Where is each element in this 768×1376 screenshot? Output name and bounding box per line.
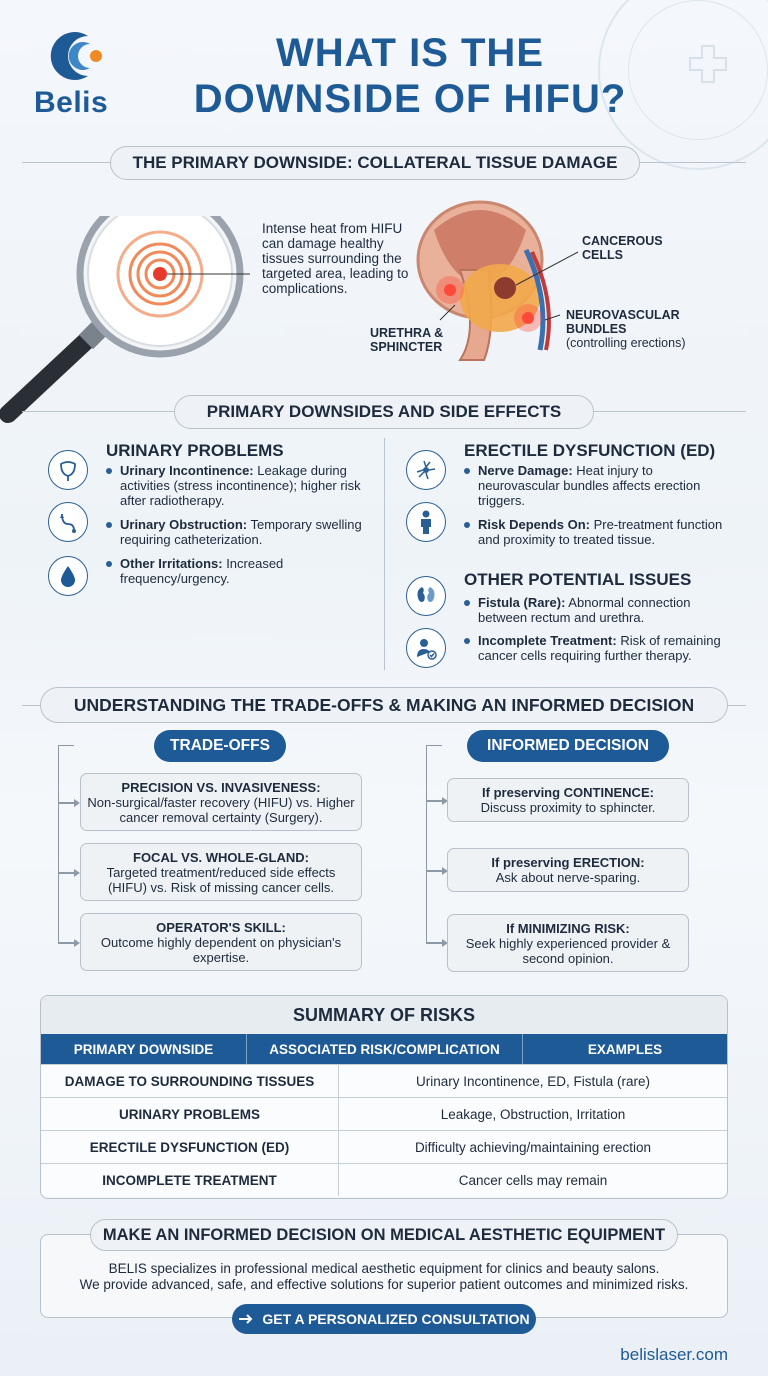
decision-card: If preserving ERECTION: Ask about nerve-sparing. xyxy=(447,848,689,892)
connector-arrow xyxy=(58,802,78,804)
cta-heading: MAKE AN INFORMED DECISION ON MEDICAL AESTHETIC EQUIPMENT xyxy=(90,1219,678,1251)
section-heading: THE PRIMARY DOWNSIDE: COLLATERAL TISSUE DAMAGE xyxy=(110,146,640,180)
medical-cross-icon xyxy=(686,42,730,86)
person-icon xyxy=(406,502,446,542)
table-row xyxy=(41,1163,727,1196)
connector-arrow xyxy=(426,800,446,802)
section-heading: UNDERSTANDING THE TRADE-OFFS & MAKING AN INFORMED DECISION xyxy=(40,687,728,723)
connector-arrow xyxy=(426,870,446,872)
consultation-button[interactable] xyxy=(232,1304,536,1334)
list-item: Other Irritations: Increased frequency/urgency. xyxy=(106,556,372,586)
nerve-icon xyxy=(406,450,446,490)
summary-table xyxy=(40,995,728,1199)
cta-description: BELIS specializes in professional medical aesthetic equipment for clinics and beauty salons. We provide advanced, safe, and effective solutions for superior patient outcomes and minimized risks. xyxy=(79,1261,689,1292)
tradeoff-card: FOCAL VS. WHOLE-GLAND: Targeted treatment/reduced side effects (HIFU) vs. Risk of missing cancer cells. xyxy=(80,843,362,901)
label-cancerous-cells: CANCEROUS CELLS xyxy=(582,234,663,262)
list-item: Risk Depends On: Pre-treatment function and proximity to treated tissue. xyxy=(464,517,736,547)
list-item: Urinary Incontinence: Leakage during activities (stress incontinence); higher risk after radiotherapy. xyxy=(106,463,372,508)
connector-arrow xyxy=(58,942,78,944)
intro-description: Intense heat from HIFU can damage healthy tissues surrounding the targeted area, leading to complications. xyxy=(262,221,409,296)
column-header: EXAMPLES xyxy=(587,1041,663,1057)
table-cell: ERECTILE DYSFUNCTION (ED) xyxy=(41,1131,339,1163)
table-cell: Leakage, Obstruction, Irritation xyxy=(440,1106,626,1122)
catheter-icon xyxy=(48,502,88,542)
other-issues-title: OTHER POTENTIAL ISSUES xyxy=(464,570,692,589)
arrow-right-icon xyxy=(238,1313,254,1325)
table-cell: Difficulty achieving/maintaining erection xyxy=(414,1139,652,1155)
list-item: Fistula (Rare): Abnormal connection between rectum and urethra. xyxy=(464,595,736,625)
label-neurovascular: NEUROVASCULAR BUNDLES (controlling erections) xyxy=(566,308,686,350)
table-cell: Cancer cells may remain xyxy=(458,1172,608,1188)
brand-logo-text: Belis xyxy=(34,86,109,119)
urinary-problems-title: URINARY PROBLEMS xyxy=(106,441,284,460)
table-cell: Urinary Incontinence, ED, Fistula (rare) xyxy=(415,1073,651,1089)
decision-card: If MINIMIZING RISK: Seek highly experienced provider & second opinion. xyxy=(447,914,689,972)
brand-logo-icon xyxy=(44,24,108,88)
patient-check-icon xyxy=(406,628,446,668)
connector-arrow xyxy=(58,872,78,874)
decision-card: If preserving CONTINENCE: Discuss proximity to sphincter. xyxy=(447,778,689,822)
bladder-icon xyxy=(48,450,88,490)
decision-connector xyxy=(426,745,442,942)
table-cell: DAMAGE TO SURROUNDING TISSUES xyxy=(41,1065,339,1097)
informed-decision-label: INFORMED DECISION xyxy=(467,730,669,762)
tradeoff-card: OPERATOR'S SKILL: Outcome highly dependent on physician's expertise. xyxy=(80,913,362,971)
table-cell: URINARY PROBLEMS xyxy=(41,1098,339,1130)
list-item: Incomplete Treatment: Risk of remaining cancer cells requiring further therapy. xyxy=(464,633,740,663)
table-row xyxy=(41,1064,727,1097)
label-urethra-sphincter: URETHRA & SPHINCTER xyxy=(370,326,444,354)
table-header xyxy=(41,1034,727,1064)
tradeoffs-label: TRADE-OFFS xyxy=(154,730,286,762)
list-item: Nerve Damage: Heat injury to neurovascular bundles affects erection triggers. xyxy=(464,463,736,508)
tradeoffs-connector xyxy=(58,745,74,942)
website-link[interactable]: belislaser.com xyxy=(620,1345,728,1364)
tradeoff-card: PRECISION VS. INVASIVENESS: Non-surgical/faster recovery (HIFU) vs. Higher cancer removal certainty (Surgery). xyxy=(80,773,362,831)
connector-arrow xyxy=(426,942,446,944)
table-row xyxy=(41,1130,727,1163)
consultation-button-label: GET A PERSONALIZED CONSULTATION xyxy=(262,1311,530,1327)
erectile-dysfunction-title: ERECTILE DYSFUNCTION (ED) xyxy=(464,441,716,460)
kidney-icon xyxy=(406,576,446,616)
section-heading: PRIMARY DOWNSIDES AND SIDE EFFECTS xyxy=(174,395,594,429)
droplet-icon xyxy=(48,556,88,596)
list-item: Urinary Obstruction: Temporary swelling requiring catheterization. xyxy=(106,517,372,547)
page-title: WHAT IS THE DOWNSIDE OF HIFU? xyxy=(193,31,627,121)
summary-table-title: SUMMARY OF RISKS xyxy=(41,996,727,1034)
table-cell: INCOMPLETE TREATMENT xyxy=(41,1164,339,1196)
column-header: PRIMARY DOWNSIDE xyxy=(41,1034,247,1064)
column-divider xyxy=(384,438,385,670)
table-row xyxy=(41,1097,727,1130)
column-header: ASSOCIATED RISK/COMPLICATION xyxy=(247,1034,523,1064)
